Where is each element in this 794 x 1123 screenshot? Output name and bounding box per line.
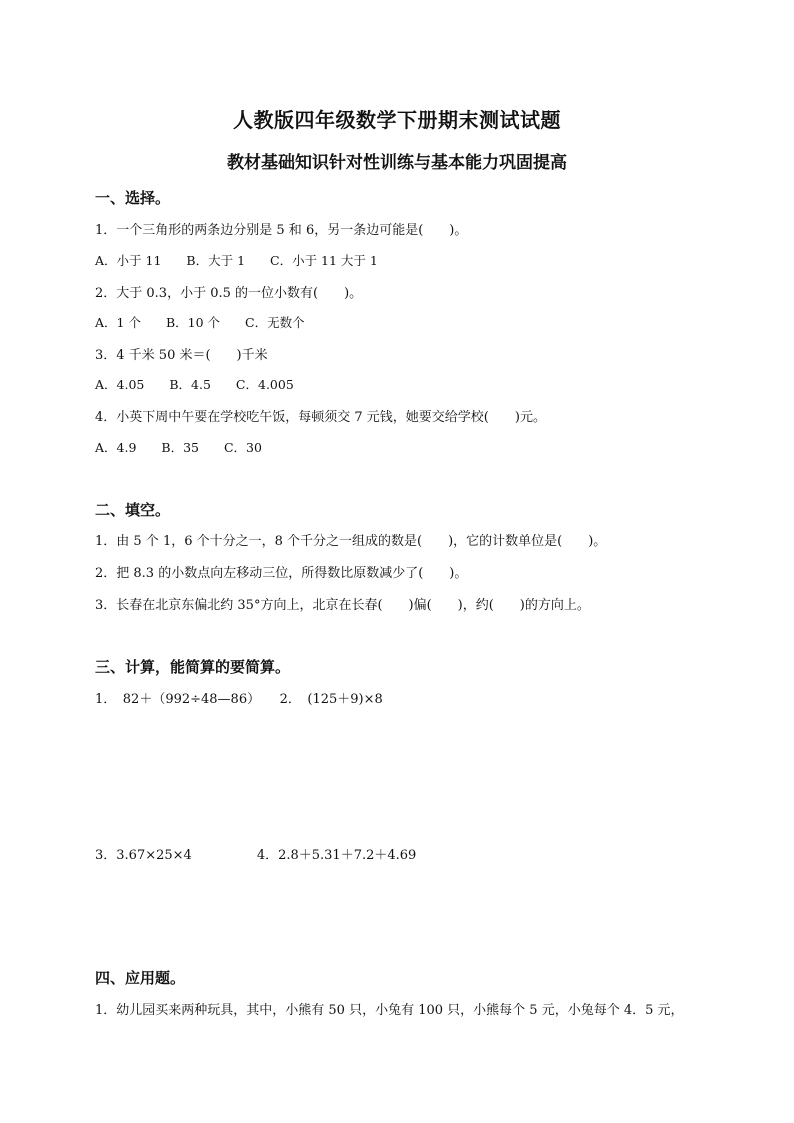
answer-options: A．小于 11 B．大于 1 C．小于 11 大于 1 <box>95 253 378 268</box>
answer-options: A．4.9 B．35 C．30 <box>95 440 262 455</box>
question-text: 1．由 5 个 1，6 个十分之一，8 个千分之一组成的数是( )，它的计数单位是( )。 <box>95 534 607 549</box>
calc-row: 1． 82＋（992÷48—86） 2． (125＋9)×8 <box>95 692 383 707</box>
page-subtitle: 教材基础知识针对性训练与基本能力巩固提高 <box>227 153 567 173</box>
answer-options: A．1 个 B．10 个 C．无数个 <box>95 315 305 330</box>
question-text: 4．小英下周中午要在学校吃午饭，每顿须交 7 元钱，她要交给学校( )元。 <box>95 410 546 425</box>
question-text: 1．幼儿园买来两种玩具，其中，小熊有 50 只，小兔有 100 只，小熊每个 5 元，小兔每个 4．5 元， <box>95 1003 684 1018</box>
answer-options: A．4.05 B．4.5 C．4.005 <box>95 377 294 392</box>
section-heading-calc: 三、计算，能简算的要简算。 <box>95 658 291 676</box>
question-text: 1．一个三角形的两条边分别是 5 和 6，另一条边可能是( )。 <box>95 223 468 238</box>
question-text: 3．长春在北京东偏北约 35°方向上，北京在长春( )偏( )，约( )的方向上。 <box>95 598 590 613</box>
section-heading-word-problems: 四、应用题。 <box>95 969 186 987</box>
page-title: 人教版四年级数学下册期末测试试题 <box>233 108 561 132</box>
calc-row: 3．3.67×25×4 4．2.8＋5.31＋7.2＋4.69 <box>95 848 417 863</box>
section-heading-fill: 二、填空。 <box>95 501 171 519</box>
section-heading-choice: 一、选择。 <box>95 189 171 207</box>
question-text: 2．大于 0.3，小于 0.5 的一位小数有( )。 <box>95 286 363 301</box>
question-text: 2．把 8.3 的小数点向左移动三位，所得数比原数减少了( )。 <box>95 566 468 581</box>
question-text: 3．4 千米 50 米＝( )千米 <box>95 348 268 363</box>
